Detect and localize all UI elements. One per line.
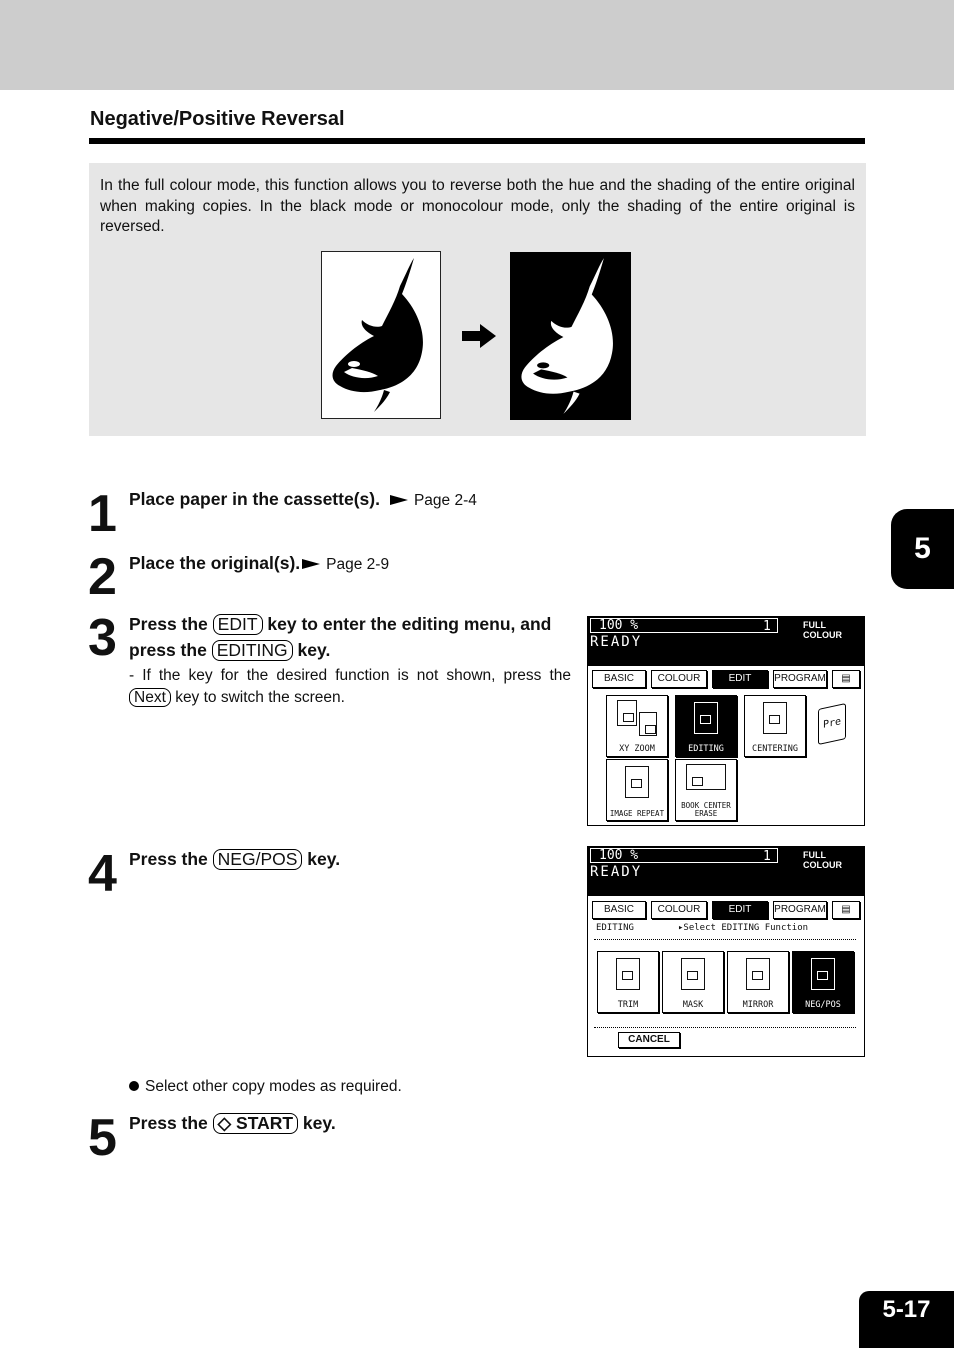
tab-extra-icon[interactable]: ▤ [832,901,860,919]
tab-colour[interactable]: COLOUR [651,901,707,919]
book-icon [686,764,726,790]
tab-edit[interactable]: EDIT [712,670,768,688]
panel-tabs [590,901,862,919]
step-5-text: Press the ◇ START key. [129,1113,336,1133]
header-band [0,0,954,90]
document-icon [625,766,649,798]
document-icon [694,702,718,734]
step-2-text: Place the original(s). Page 2-9 [129,553,390,573]
step-number: 2 [88,548,115,606]
zoom-readout: 100 % [590,848,778,863]
next-key: Next [129,688,171,707]
copy-count: 1 [763,619,771,634]
start-diamond-icon: ◇ [217,1113,232,1133]
neg-pos-key-panel[interactable]: NEG/POS [792,951,854,1013]
pointer-icon [302,559,320,569]
sub-menu-label: EDITING [596,923,634,933]
page-reference: Page 2-4 [413,492,477,509]
tab-program[interactable]: PROGRAM [773,901,827,919]
step-1-text: Place paper in the cassette(s). Page 2-4 [129,489,477,509]
document-icon [811,958,835,990]
document-icon [639,712,657,736]
control-panel-edit-menu [587,616,865,826]
panel-header [588,847,864,896]
step-4-text: Press the NEG/POS key. [129,849,341,869]
step-number: 5 [88,1109,115,1167]
panel-tabs [590,670,862,688]
book-center-erase-key[interactable]: BOOK CENTER ERASE [675,759,737,821]
step-number: 4 [88,845,115,903]
document-icon [763,702,787,734]
edit-key: EDIT [213,614,263,635]
copy-count: 1 [763,849,771,864]
step-3-text: Press the EDIT key to enter the editing menu, and press the EDITING key. [129,614,552,660]
positive-whale-illustration [321,251,441,419]
divider [594,1027,856,1028]
control-panel-editing-functions [587,846,865,1057]
tab-colour[interactable]: COLOUR [651,670,707,688]
arrow-right-icon [460,322,498,350]
pointer-icon [390,495,408,505]
sub-menu-hint: ▸Select EDITING Function [678,923,809,933]
page-number: 5-17 [859,1291,954,1348]
mirror-key[interactable]: MIRROR [727,951,789,1013]
title-rule [89,138,865,144]
intro-text: In the full colour mode, this function allows you to reverse both the hue and the shading of the entire original when making copies. In the black mode or monocolour mode, only the shading of the entire original is reversed. [100,177,855,235]
chapter-tab: 5 [891,509,954,589]
bullet-note: Select other copy modes as required. [129,1078,402,1096]
document-icon [681,958,705,990]
step-3-note: - If the key for the desired function is not shown, press the Next key to switch the screen. [129,667,571,706]
colour-mode: FULL COLOUR [803,850,842,870]
xy-zoom-key[interactable]: XY ZOOM [606,695,668,757]
tab-basic[interactable]: BASIC [592,901,646,919]
step-number: 3 [88,609,115,667]
negative-whale-illustration [510,252,631,420]
zoom-readout: 100 % [590,618,778,633]
step-number: 1 [88,485,115,543]
document-icon [617,700,637,726]
page-reference: Page 2-9 [326,556,390,573]
tab-basic[interactable]: BASIC [592,670,646,688]
tab-program[interactable]: PROGRAM [773,670,827,688]
mask-key[interactable]: MASK [662,951,724,1013]
centering-key[interactable]: CENTERING [744,695,806,757]
section-title: Negative/Positive Reversal [90,108,345,130]
editing-key-panel[interactable]: EDITING [675,695,737,757]
start-key: ◇ START [213,1113,298,1134]
colour-mode: FULL COLOUR [803,620,842,640]
neg-pos-key: NEG/POS [213,849,303,870]
tab-extra-icon[interactable]: ▤ [832,670,860,688]
cancel-button[interactable]: CANCEL [618,1032,680,1048]
document-icon [746,958,770,990]
status-text: READY [590,634,643,650]
tab-edit[interactable]: EDIT [712,901,768,919]
status-text: READY [590,864,643,880]
divider [594,939,856,940]
document-icon [616,958,640,990]
image-repeat-key[interactable]: IMAGE REPEAT [606,759,668,821]
panel-header [588,617,864,666]
trim-key[interactable]: TRIM [597,951,659,1013]
pre-scroll-key[interactable]: Pre [818,703,846,745]
editing-key: EDITING [212,640,293,661]
bullet-icon [129,1081,139,1091]
